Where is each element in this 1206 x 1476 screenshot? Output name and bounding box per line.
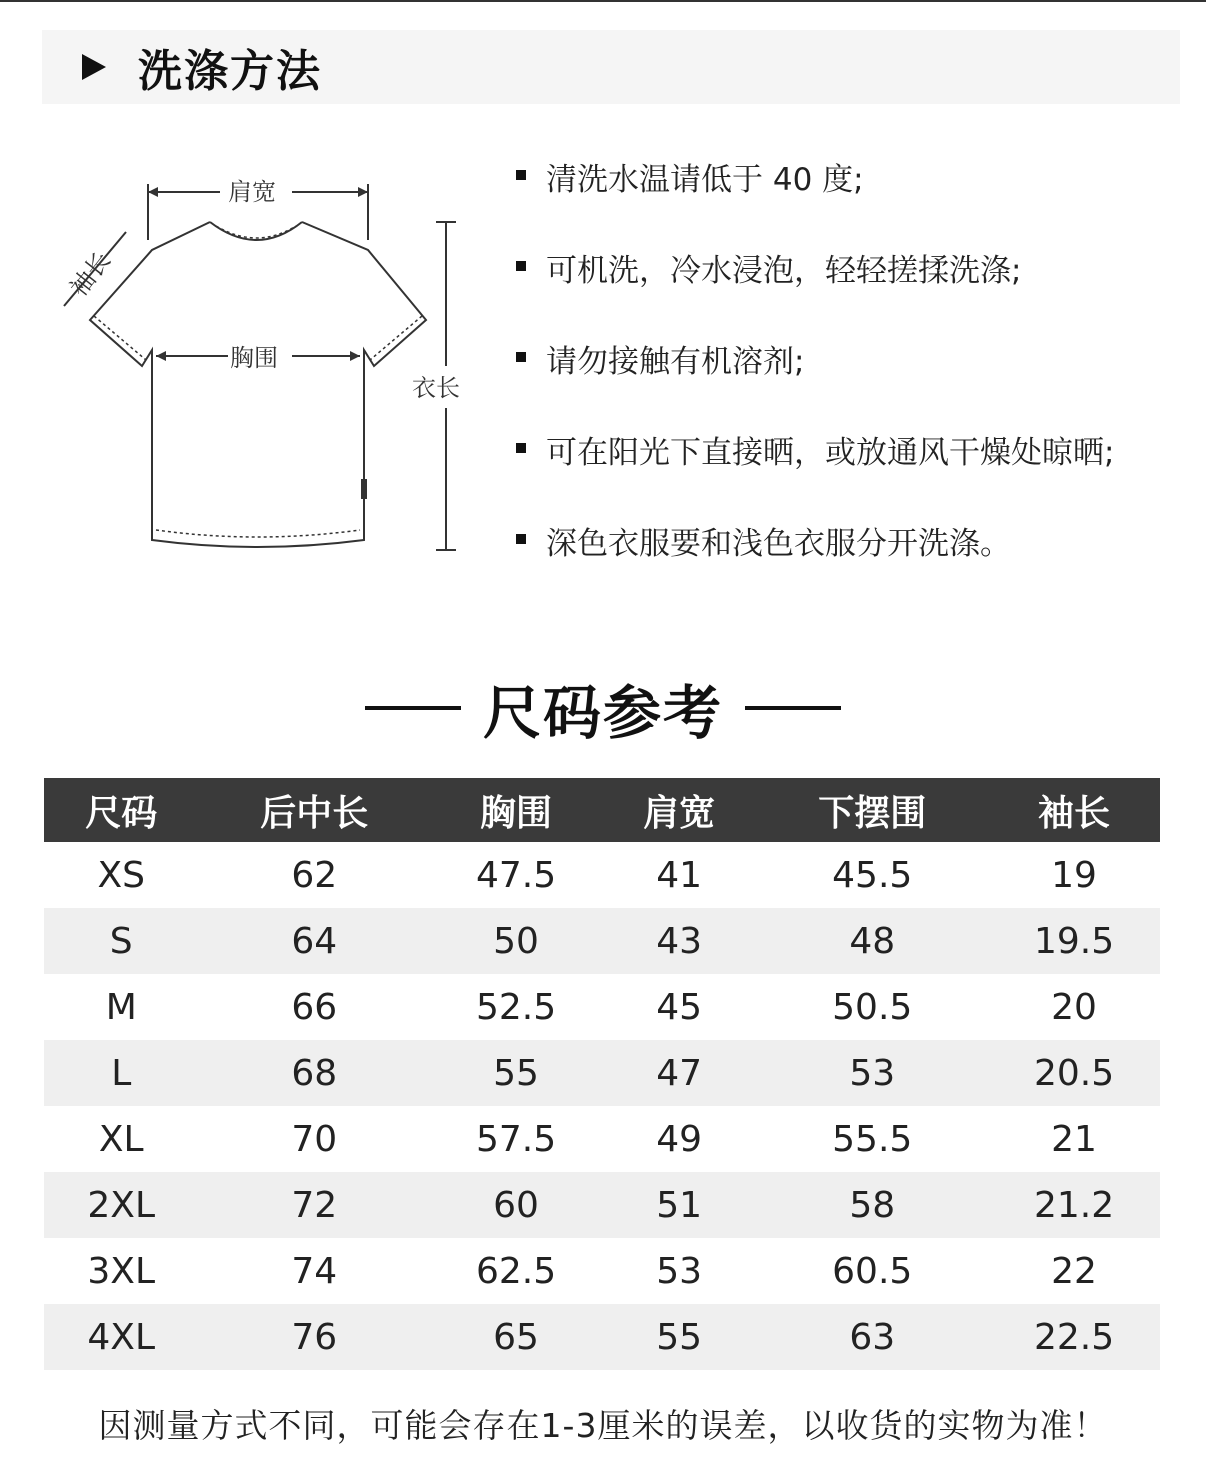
- table-cell: 50.5: [832, 986, 913, 1028]
- table-cell: 70: [291, 1118, 338, 1160]
- table-cell: M: [105, 986, 137, 1028]
- table-cell: 65: [430, 1304, 602, 1370]
- tshirt-measurement-diagram: [52, 170, 492, 590]
- table-cell: 55: [430, 1040, 602, 1106]
- table-cell: 76: [198, 1304, 430, 1370]
- table-cell: 2XL: [44, 1172, 198, 1238]
- table-cell: 60: [430, 1172, 602, 1238]
- table-cell: 41: [656, 854, 703, 896]
- table-row: [44, 1106, 1160, 1172]
- triangle-bullet-icon: [82, 54, 106, 80]
- table-cell: 55.5: [832, 1118, 913, 1160]
- table-cell: 51: [602, 1172, 756, 1238]
- table-cell: 21: [1051, 1118, 1097, 1160]
- shoulder-label: 肩宽: [228, 178, 276, 206]
- table-cell: L: [44, 1040, 198, 1106]
- size-chart-table: [44, 778, 1160, 1370]
- table-cell: 64: [198, 908, 430, 974]
- table-cell: 49: [656, 1118, 703, 1160]
- wash-instructions-list: [512, 154, 1192, 609]
- table-cell: 63: [756, 1304, 988, 1370]
- table-cell: 60.5: [832, 1250, 913, 1292]
- table-cell: 53: [656, 1250, 703, 1292]
- table-cell: 47: [602, 1040, 756, 1106]
- length-label: 衣长: [412, 374, 460, 402]
- header-sleeve: 袖长: [988, 778, 1160, 842]
- header-chest: 胸围: [430, 778, 602, 842]
- square-bullet-icon: [516, 261, 526, 271]
- top-divider: [0, 0, 1206, 2]
- header-back-length: 后中长: [198, 778, 430, 842]
- table-cell: 52.5: [475, 986, 557, 1028]
- measurement-disclaimer: 因测量方式不同，可能会存在1-3厘米的误差，以收货的实物为准！: [98, 1406, 1108, 1445]
- list-item: 清洗水温请低于 40 度;: [512, 154, 1192, 245]
- table-cell: 21.2: [988, 1172, 1160, 1238]
- header-size: 尺码: [44, 778, 198, 842]
- square-bullet-icon: [516, 170, 526, 180]
- size-section-title: 尺码参考: [482, 679, 723, 747]
- size-section-heading: [0, 668, 1206, 748]
- table-cell: 22.5: [988, 1304, 1160, 1370]
- table-cell: 55: [602, 1304, 756, 1370]
- heading-dash-left: [365, 706, 461, 710]
- table-cell: 20: [1051, 986, 1097, 1028]
- table-cell: 50: [430, 908, 602, 974]
- square-bullet-icon: [516, 352, 526, 362]
- list-item: 可机洗，冷水浸泡，轻轻搓揉洗涤;: [512, 245, 1192, 336]
- table-row: [44, 908, 1160, 974]
- table-cell: 68: [198, 1040, 430, 1106]
- table-cell: 19: [1051, 854, 1097, 896]
- table-row: [44, 1040, 1160, 1106]
- table-row: [44, 1172, 1160, 1238]
- sleeve-label: 袖长: [64, 246, 117, 302]
- table-cell: 22: [1051, 1250, 1097, 1292]
- table-cell: 58: [756, 1172, 988, 1238]
- table-row: [44, 974, 1160, 1040]
- wash-section-header: [42, 30, 1180, 104]
- wash-section-title: 洗涤方法: [138, 46, 322, 97]
- table-cell: 45.5: [832, 854, 913, 896]
- table-cell: 62.5: [475, 1250, 557, 1292]
- list-item: 可在阳光下直接晒，或放通风干燥处晾晒;: [512, 427, 1192, 518]
- table-row: [44, 1304, 1160, 1370]
- table-cell: 47.5: [475, 854, 557, 896]
- table-cell: 57.5: [475, 1118, 557, 1160]
- table-cell: 43: [602, 908, 756, 974]
- table-header-row: [44, 778, 1160, 842]
- table-cell: 4XL: [44, 1304, 198, 1370]
- square-bullet-icon: [516, 534, 526, 544]
- table-cell: 74: [291, 1250, 338, 1292]
- square-bullet-icon: [516, 443, 526, 453]
- list-item: 深色衣服要和浅色衣服分开洗涤。: [512, 518, 1192, 609]
- table-cell: 48: [756, 908, 988, 974]
- table-cell: 62: [291, 854, 338, 896]
- table-cell: 19.5: [988, 908, 1160, 974]
- chest-label: 胸围: [230, 344, 278, 372]
- table-cell: XS: [97, 854, 145, 896]
- header-hem: 下摆围: [756, 778, 988, 842]
- table-cell: 20.5: [988, 1040, 1160, 1106]
- table-cell: 53: [756, 1040, 988, 1106]
- table-cell: 66: [291, 986, 338, 1028]
- table-row: [44, 1238, 1160, 1304]
- table-cell: XL: [98, 1118, 144, 1160]
- header-shoulder: 肩宽: [602, 778, 756, 842]
- heading-dash-right: [745, 706, 841, 710]
- table-cell: 72: [198, 1172, 430, 1238]
- list-item: 请勿接触有机溶剂;: [512, 336, 1192, 427]
- table-cell: S: [44, 908, 198, 974]
- table-cell: 3XL: [87, 1250, 156, 1292]
- table-cell: 45: [656, 986, 703, 1028]
- table-row: [44, 842, 1160, 908]
